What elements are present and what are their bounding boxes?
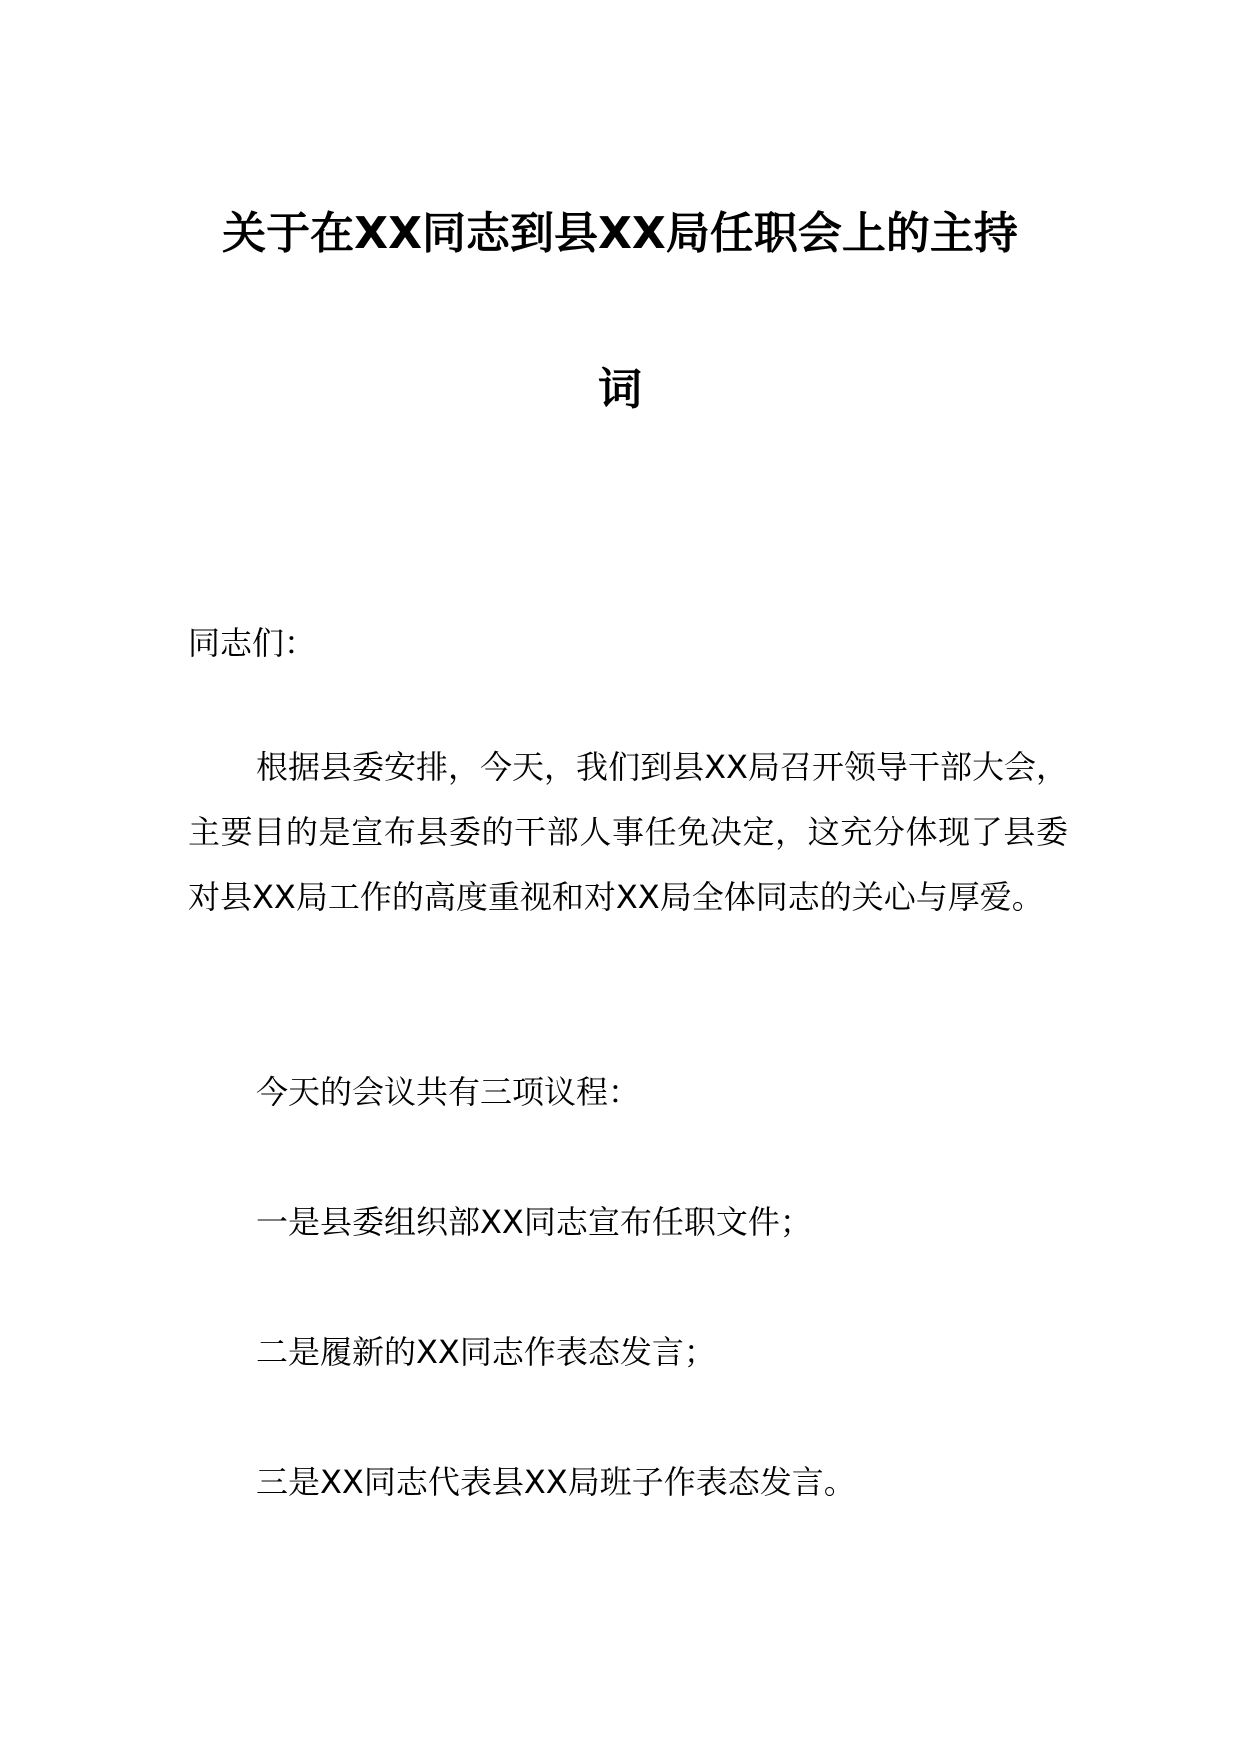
- paragraph-agenda-intro: 今天的会议共有三项议程：: [256, 1073, 641, 1111]
- agenda-item-1: 一是县委组织部XX同志宣布任职文件；: [256, 1203, 812, 1241]
- agenda-item-2: 二是履新的XX同志作表态发言；: [256, 1333, 716, 1371]
- salutation: 同志们：: [188, 624, 317, 662]
- agenda-item-3: 三是XX同志代表县XX局班子作表态发言。: [256, 1463, 856, 1501]
- document-title-line-2: 词: [598, 364, 642, 415]
- paragraph-intro: 根据县委安排，今天，我们到县XX局召开领导干部大会，主要目的是宣布县委的干部人事任免决定，这充分体现了县委对县XX局工作的高度重视和对XX局全体同志的关心与厚爱。: [188, 748, 1068, 916]
- document-title-line-1: 关于在XX同志到县XX局任职会上的主持: [222, 208, 1018, 259]
